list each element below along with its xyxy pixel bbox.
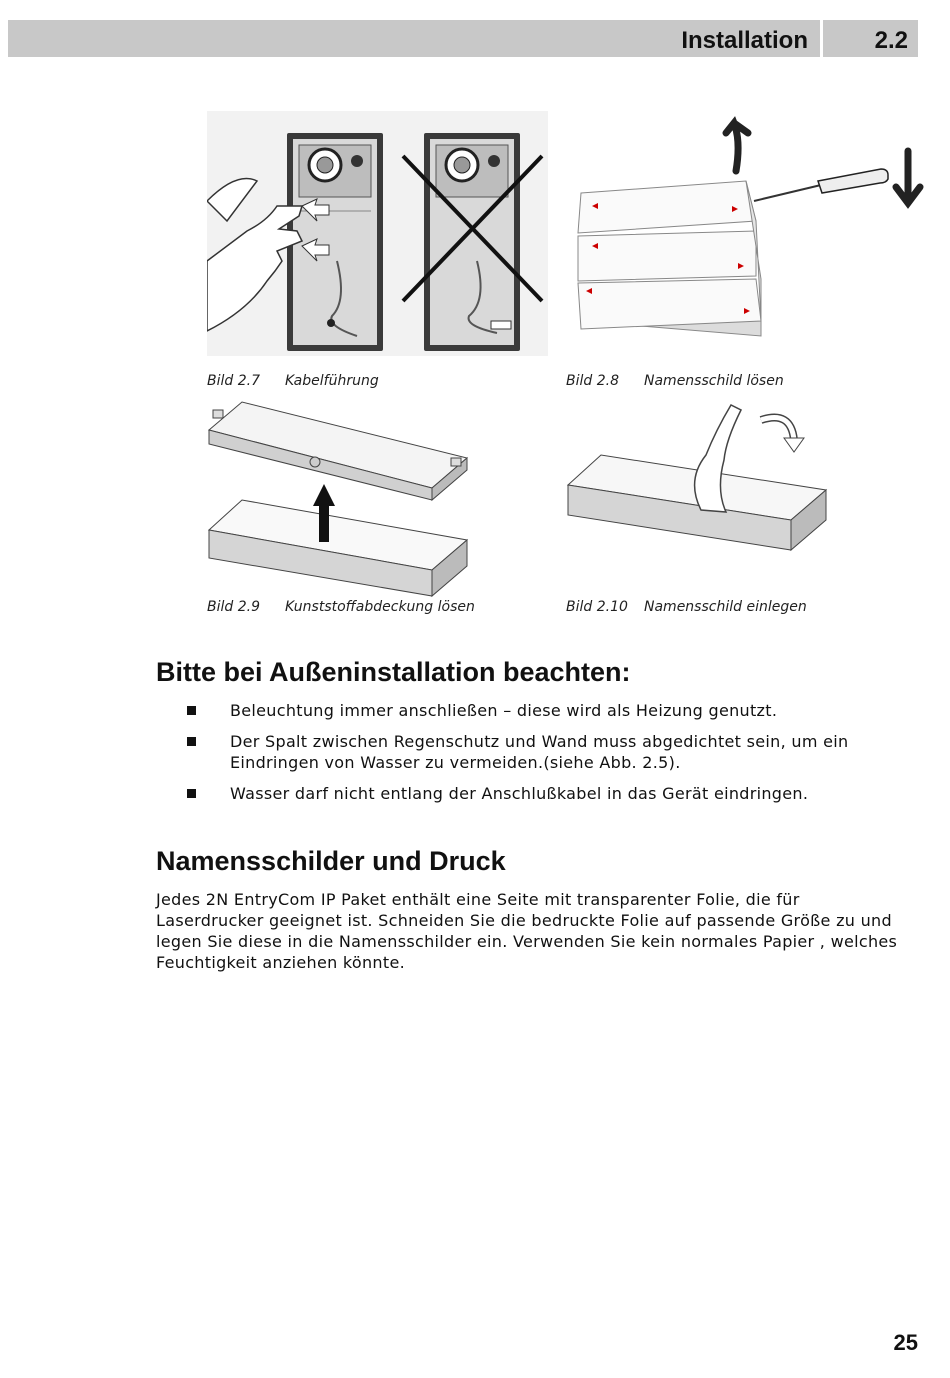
header-bar xyxy=(8,20,820,57)
figure-caption-text: Kunststoffabdeckung lösen xyxy=(285,599,475,615)
list-item xyxy=(185,731,905,773)
list-item-text: Wasser darf nicht entlang der Anschlußkabel in das Gerät eindringen. xyxy=(230,784,809,803)
bullet-square-icon xyxy=(187,789,196,798)
list-item xyxy=(185,700,905,721)
figure-number: Bild 2.9 xyxy=(207,599,260,615)
nameplates-paragraph: Jedes 2N EntryCom IP Paket enthält eine Seite mit transparenter Folie, die für Laserdrucker geeignet ist. Schneiden Sie die bedruckte Folie auf passende Größe zu und legen Sie diese in die Namensschilder ein. Verwenden Sie kein normales Papier , welches Feuchtigkeit anziehen könnte. xyxy=(156,890,898,972)
figure-caption-2-8 xyxy=(566,373,784,389)
outdoor-heading: Bitte bei Außeninstallation beachten: xyxy=(156,657,631,687)
chapter-number: 2.2 xyxy=(874,27,908,54)
figure-remove-nameplate xyxy=(566,111,924,341)
figure-caption-2-9 xyxy=(207,599,475,615)
figure-number: Bild 2.10 xyxy=(566,599,628,615)
outdoor-bullet-list xyxy=(185,700,905,814)
figure-caption-text: Namensschild lösen xyxy=(644,373,784,389)
list-item xyxy=(185,783,905,804)
figure-number: Bild 2.8 xyxy=(566,373,619,389)
chapter-box xyxy=(823,20,918,57)
figure-insert-nameplate xyxy=(566,400,828,558)
figure-caption-2-10 xyxy=(566,599,807,615)
figure-number: Bild 2.7 xyxy=(207,373,260,389)
page-number: 25 xyxy=(893,1330,918,1355)
bullet-square-icon xyxy=(187,706,196,715)
list-item-text: Beleuchtung immer anschließen – diese wird als Heizung genutzt. xyxy=(230,701,778,720)
figure-caption-text: Namensschild einlegen xyxy=(644,599,807,615)
figure-caption-text: Kabelführung xyxy=(285,373,379,389)
figure-cable-routing xyxy=(207,111,548,356)
nameplates-heading: Namensschilder und Druck xyxy=(156,846,506,876)
list-item-text: Der Spalt zwischen Regenschutz und Wand muss abgedichtet sein, um ein Eindringen von Wasser zu vermeiden.(siehe Abb. 2.5). xyxy=(230,732,849,772)
section-title: Installation xyxy=(681,27,808,54)
bullet-square-icon xyxy=(187,737,196,746)
figure-remove-cover xyxy=(207,400,468,598)
figure-caption-2-7 xyxy=(207,373,379,389)
